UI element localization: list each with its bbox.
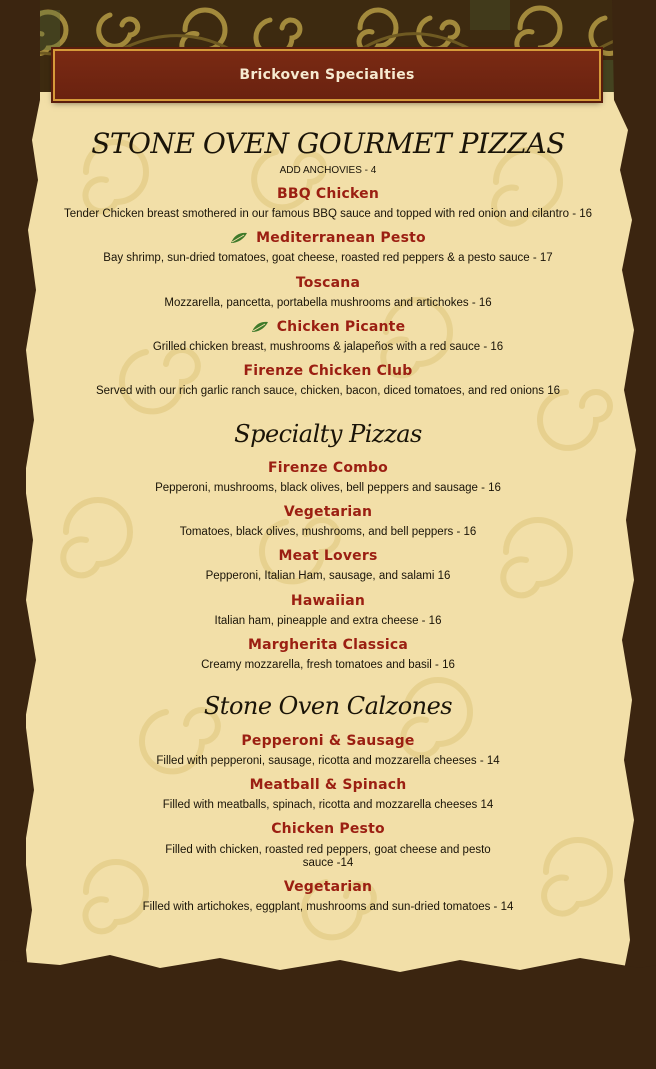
page-title: Brickoven Specialties [239, 67, 415, 83]
item-name: Vegetarian [283, 504, 373, 520]
item-description: Filled with artichokes, eggplant, mushrooms and sun-dried tomatoes - 14 [142, 901, 514, 913]
item-name-with-icon [0, 319, 656, 335]
item-description: Filled with chicken, roasted red peppers, goat cheese and pesto sauce -14 [165, 844, 491, 869]
section-title-calzones: Stone Oven Calzones [203, 692, 453, 720]
item-name: BBQ Chicken [276, 186, 380, 202]
item-name: Firenze Chicken Club [243, 363, 413, 379]
item-name: Meatball & Spinach [249, 777, 407, 793]
item-description: Tomatoes, black olives, mushrooms, and bell peppers - 16 [179, 526, 477, 538]
item-description: Served with our rich garlic ranch sauce, chicken, bacon, diced tomatoes, and red onions 16 [95, 385, 561, 397]
item-description: Pepperoni, Italian Ham, sausage, and salami 16 [205, 570, 451, 582]
item-name: Vegetarian [283, 879, 373, 895]
item-description: Creamy mozzarella, fresh tomatoes and basil - 16 [201, 659, 455, 671]
item-description: Pepperoni, mushrooms, black olives, bell peppers and sausage - 16 [155, 482, 501, 494]
item-name-text: Chicken Picante [276, 319, 406, 335]
leaf-icon [251, 321, 269, 333]
item-name-text: Mediterranean Pesto [256, 230, 426, 246]
leaf-icon [230, 232, 248, 244]
item-name-with-icon [0, 230, 656, 246]
item-name: Hawaiian [290, 593, 366, 609]
item-description: Filled with pepperoni, sausage, ricotta and mozzarella cheeses - 14 [156, 755, 500, 767]
item-description: Tender Chicken breast smothered in our famous BBQ sauce and topped with red onion and cilantro - 16 [63, 208, 593, 220]
item-description: Filled with meatballs, spinach, ricotta and mozzarella cheeses 14 [162, 799, 494, 811]
item-name: Toscana [295, 275, 361, 291]
item-name: Pepperoni & Sausage [241, 733, 415, 749]
item-description: Grilled chicken breast, mushrooms & jalapeños with a red sauce - 16 [152, 341, 504, 353]
item-name: Margherita Classica [247, 637, 408, 653]
item-description: Bay shrimp, sun-dried tomatoes, goat cheese, roasted red peppers & a pesto sauce - 17 [103, 252, 553, 264]
section-title-gourmet-pizzas: STONE OVEN GOURMET PIZZAS [91, 127, 565, 160]
anchovies-note: ADD ANCHOVIES - 4 [279, 165, 377, 176]
section-title-specialty-pizzas: Specialty Pizzas [234, 420, 422, 448]
item-description: Mozzarella, pancetta, portabella mushrooms and artichokes - 16 [164, 297, 492, 309]
item-name: Firenze Combo [268, 460, 388, 476]
item-name: Meat Lovers [278, 548, 378, 564]
item-description: Italian ham, pineapple and extra cheese - 16 [214, 615, 442, 627]
item-name: Chicken Pesto [271, 821, 385, 837]
section-banner [53, 49, 601, 101]
